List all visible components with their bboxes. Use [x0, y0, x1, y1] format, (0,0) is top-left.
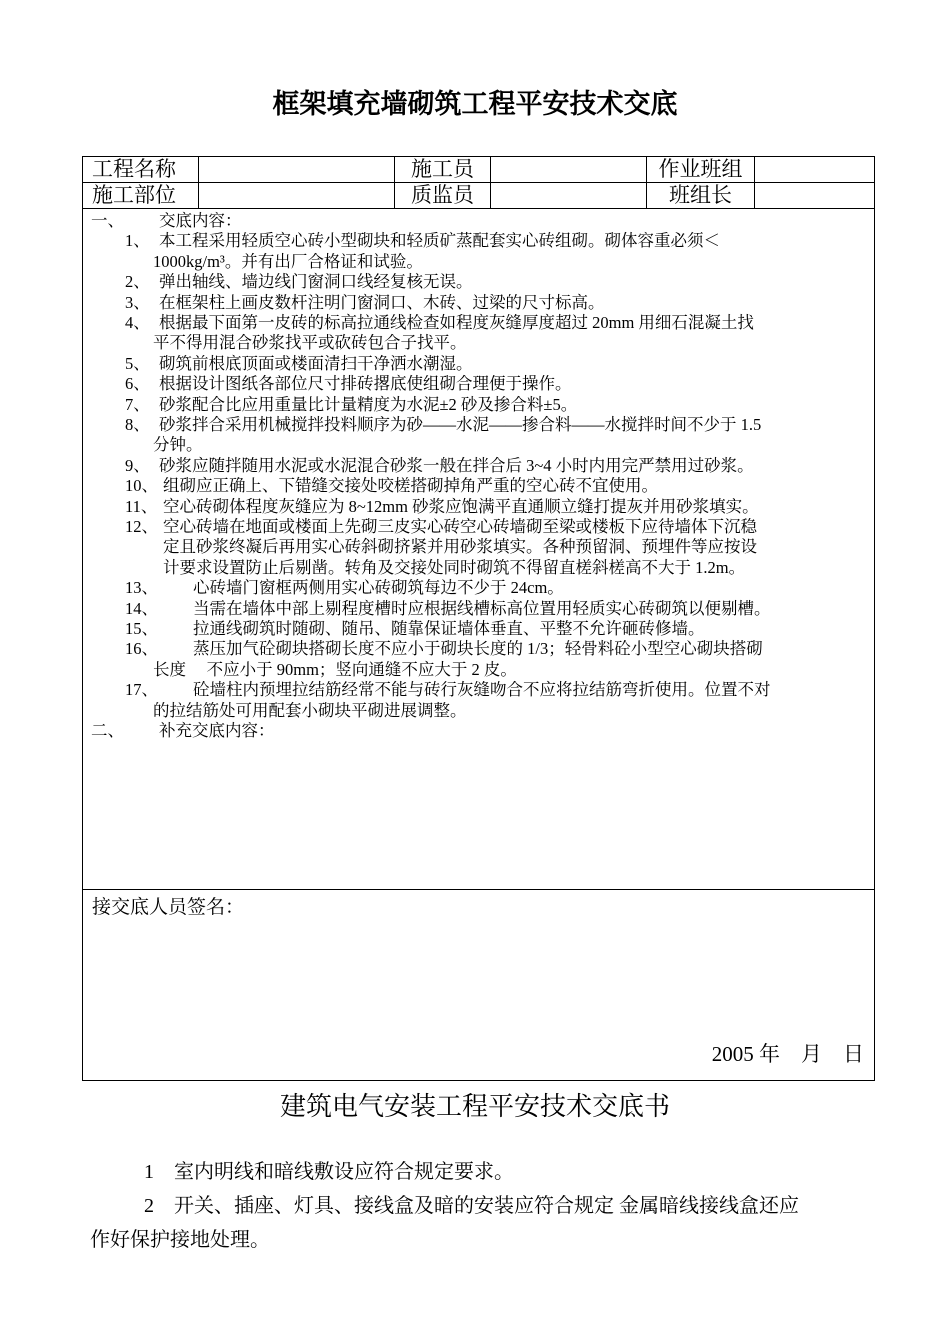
worker-value[interactable]: [491, 157, 647, 183]
inspector-value[interactable]: [491, 183, 647, 209]
item-number: 16、: [125, 639, 158, 659]
item-text: 在框架柱上画皮数杆注明门窗洞口、木砖、过梁的尺寸标高。: [159, 292, 605, 312]
item-text: 定且砂浆终凝后再用实心砖斜砌挤紧并用砂浆填实。各种预留洞、预埋件等应按设: [163, 537, 757, 557]
signature-date: 2005 年 月 日: [711, 1042, 864, 1066]
leader-value[interactable]: [755, 183, 875, 209]
item-text: 平不得用混合砂浆找平或砍砖包合子找平。: [153, 333, 467, 353]
item-number: 15、: [125, 619, 158, 638]
item-text: 补充交底内容：: [159, 721, 275, 740]
inspector-label: 质监员: [395, 183, 491, 209]
team-value[interactable]: [755, 157, 875, 183]
item-text: 拉通线砌筑时随砌、随吊、随靠保证墙体垂直、平整不允许砸砖修墙。: [193, 619, 705, 638]
item-text: 长度 不应小于 90mm；竖向通缝不应大于 2 皮。: [153, 659, 517, 679]
item-number: 8、: [125, 415, 150, 434]
item-text: 蒸压加气砼砌块搭砌长度不应小于砌块长度的 1/3；轻骨料砼小型空心砌块搭砌: [193, 639, 763, 659]
item-text: 分钟。: [153, 435, 203, 455]
disclosure-content: [83, 209, 874, 889]
item-number: 7、: [125, 394, 150, 414]
paragraph: 作好保护接地处理。: [90, 1229, 270, 1251]
item-text: 空心砖砌体程度灰缝应为 8~12mm 砂浆应饱满平直通顺立缝打提灰并用砂浆填实。: [163, 496, 759, 516]
item-text: 砂浆配合比应用重量比计量精度为水泥±2 砂及掺合料±5。: [159, 394, 578, 414]
paragraph: 2 开关、插座、灯具、接线盒及暗的安装应符合规定 金属暗线接线盒还应: [144, 1195, 799, 1217]
item-number: 11、: [125, 496, 158, 516]
page-title: 框架填充墙砌筑工程平安技术交底: [272, 89, 678, 120]
item-number: 17、: [125, 680, 158, 700]
item-number: 3、: [125, 292, 150, 312]
second-title: 建筑电气安装工程平安技术交底书: [279, 1092, 670, 1121]
item-number: 1、: [125, 231, 150, 251]
item-text: 根据设计图纸各部位尺寸排砖撂底使组砌合理便于操作。: [159, 374, 572, 394]
item-text: 计要求设置防止后剔凿。转角及交接处同时砌筑不得留直槎斜槎高不大于 1.2m。: [163, 557, 746, 577]
site-label: 施工部位: [83, 183, 199, 209]
item-text: 的拉结筋处可用配套小砌块平砌进展调整。: [153, 700, 467, 720]
item-text: 弹出轴线、墙边线门窗洞口线经复核无误。: [159, 272, 473, 292]
site-value[interactable]: [199, 183, 395, 209]
paragraph: 1 室内明线和暗线敷设应符合规定要求。: [144, 1161, 514, 1183]
item-text: 1000kg/m³。并有出厂合格证和试验。: [153, 251, 423, 271]
item-text: 组砌应正确上、下错缝交接处咬槎搭砌掉角严重的空心砖不宜使用。: [163, 476, 658, 496]
worker-label: 施工员: [395, 157, 491, 183]
project-name-label: 工程名称: [83, 157, 199, 183]
signature-area[interactable]: [83, 890, 874, 1080]
item-text: 心砖墙门窗框两侧用实心砖砌筑每边不少于 24cm。: [193, 578, 564, 598]
item-text: 空心砖墙在地面或楼面上先砌三皮实心砖空心砖墙砌至梁或楼板下应待墙体下沉稳: [163, 517, 757, 536]
item-text: 砌筑前根底顶面或楼面清扫干净洒水潮湿。: [159, 353, 473, 373]
item-text: 砼墙柱内预埋拉结筋经常不能与砖行灰缝吻合不应将拉结筋弯折使用。位置不对: [193, 680, 771, 700]
item-text: 本工程采用轻质空心砖小型砌块和轻质矿蒸配套实心砖组砌。砌体容重必须＜: [159, 231, 720, 251]
item-text: 当需在墙体中部上剔程度槽时应根据线槽标高位置用轻质实心砖砌筑以便剔槽。: [193, 598, 771, 618]
team-label: 作业班组: [647, 157, 755, 183]
signature-label: 接交底人员签名：: [92, 897, 245, 918]
item-number: 10、: [125, 476, 158, 496]
item-number: 13、: [125, 578, 158, 598]
disclosure-table: [82, 156, 875, 1081]
item-number: 9、: [125, 455, 150, 475]
item-number: 一、: [91, 211, 124, 230]
item-number: 二、: [91, 721, 124, 740]
item-number: 6、: [125, 374, 150, 394]
leader-label: 班组长: [647, 183, 755, 209]
item-text: 砂浆拌合采用机械搅拌投料顺序为砂——水泥——掺合料——水搅拌时间不少于 1.5: [159, 415, 762, 434]
item-number: 12、: [125, 517, 158, 536]
item-text: 根据最下面第一皮砖的标高拉通线检查如程度灰缝厚度超过 20mm 用细石混凝土找: [159, 313, 754, 332]
item-number: 5、: [125, 353, 150, 373]
item-number: 2、: [125, 272, 150, 292]
item-text: 砂浆应随拌随用水泥或水泥混合砂浆一般在拌合后 3~4 小时内用完严禁用过砂浆。: [159, 455, 754, 475]
item-text: 交底内容：: [159, 211, 242, 230]
project-name-value[interactable]: [199, 157, 395, 183]
item-number: 14、: [125, 598, 158, 618]
item-number: 4、: [125, 313, 150, 332]
